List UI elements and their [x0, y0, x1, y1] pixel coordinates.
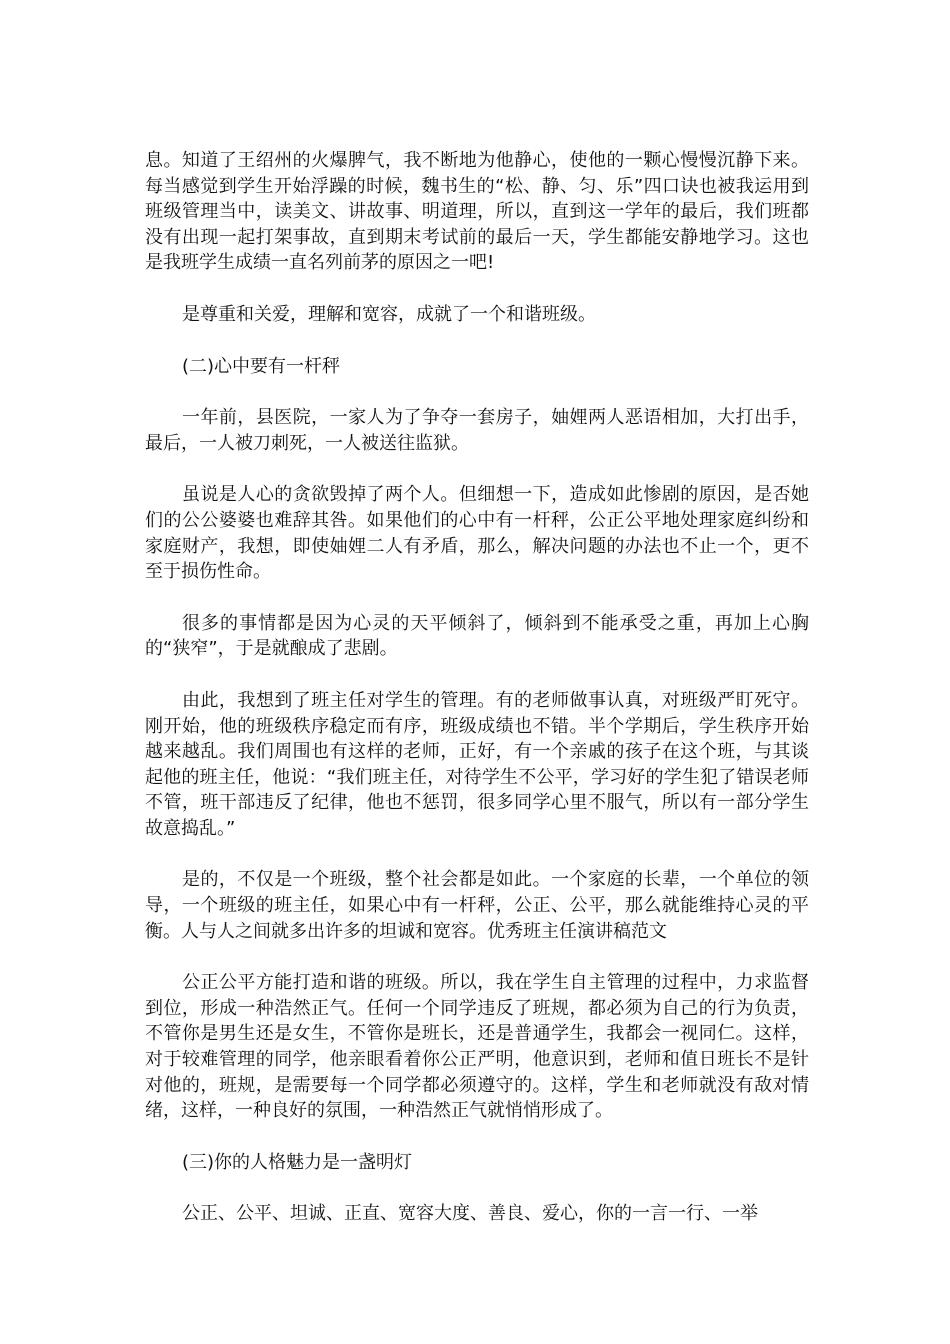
paragraph-6: 很多的事情都是因为心灵的天平倾斜了，倾斜到不能承受之重，再加上心胸的“狭窄”，于是就酿成了悲剧。 [145, 612, 809, 660]
section-heading-2: (二)心中要有一杆秤 [182, 355, 341, 377]
section-heading-3: (三)你的人格魅力是一盏明灯 [182, 1151, 413, 1173]
paragraph-4: 一年前，县医院，一家人为了争夺一套房子，妯娌两人恶语相加，大打出手，最后，一人被刀刺死，一人被送往监狱。 [145, 407, 809, 454]
paragraph-8: 是的，不仅是一个班级，整个社会都是如此。一个家庭的长辈，一个单位的领导，一个班级的班主任，如果心中有一杆秤，公正、公平，那么就能维持心灵的平衡。人与人之间就多出许多的坦诚和宽容。优秀班主任演讲稿范文 [145, 869, 809, 942]
paragraph-7: 由此，我想到了班主任对学生的管理。有的老师做事认真，对班级严盯死守。刚开始，他的班级秩序稳定而有序，班级成绩也不错。半个学期后，学生秩序开始越来越乱。我们周围也有这样的老师，正好，有一个亲戚的孩子在这个班，与其谈起他的班主任，他说：“我们班主任，对待学生不公平，学习好的学生犯了错误老师不管，班干部违反了纪律，他也不惩罚，很多同学心里不服气，所以有一部分学生故意捣乱。” [145, 689, 809, 839]
paragraph-9: 公正公平方能打造和谐的班级。所以，我在学生自主管理的过程中，力求监督到位，形成一种浩然正气。任何一个同学违反了班规，都必须为自己的行为负责，不管你是男生还是女生，不管你是班长，还是普通学生，我都会一视同仁。这样，对于较难管理的同学，他亲眼看着你公正严明，他意识到，老师和值日班长不是针对他的，班规，是需要每一个同学都必须遵守的。这样，学生和老师就没有敌对情绪，这样，一种良好的氛围，一种浩然正气就悄悄形成了。 [145, 972, 809, 1122]
paragraph-2: 是尊重和关爱，理解和宽容，成就了一个和谐班级。 [182, 303, 596, 325]
document-body [145, 148, 809, 1253]
paragraph-5: 虽说是人心的贪欲毁掉了两个人。但细想一下，造成如此惨剧的原因，是否她们的公公婆婆也难辞其咎。如果他们的心中有一杆秤，公正公平地处理家庭纠纷和家庭财产，我想，即使妯娌二人有矛盾，那么，解决问题的办法也不止一个，更不至于损伤性命。 [145, 484, 809, 583]
paragraph-1: 息。知道了王绍州的火爆脾气，我不断地为他静心，使他的一颗心慢慢沉静下来。每当感觉到学生开始浮躁的时候，魏书生的“松、静、匀、乐”四口诀也被我运用到班级管理当中，读美文、讲故事、明道理，所以，直到这一学年的最后，我们班都没有出现一起打架事故，直到期末考试前的最后一天，学生都能安静地学习。这也是我班学生成绩一直名列前茅的原因之一吧! [145, 150, 809, 274]
paragraph-11: 公正、公平、坦诚、正直、宽容大度、善良、爱心，你的一言一行、一举 [182, 1203, 758, 1225]
